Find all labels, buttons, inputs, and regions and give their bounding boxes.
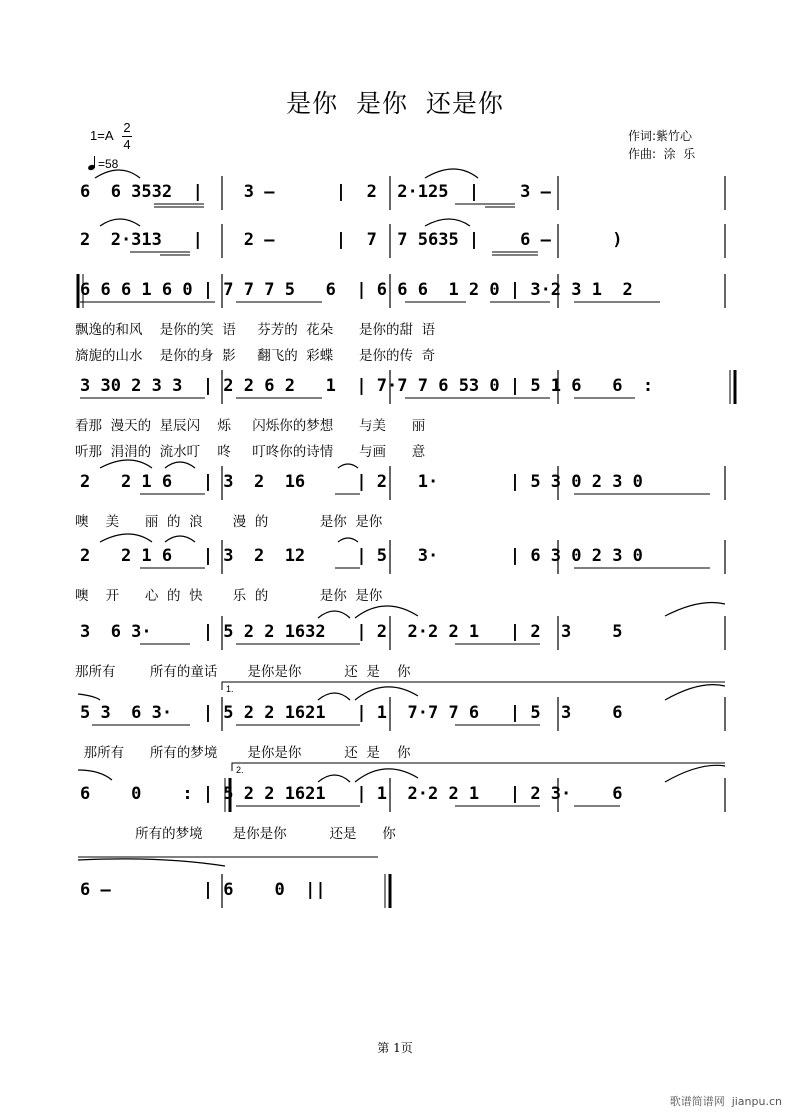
lyrics-line-9: 所有的梦境 是你是你 还是 你 [75,826,396,842]
time-signature-bottom: 4 [123,137,131,152]
system-1-notes: 6 6 3532 | 3 – | 2 2·125 | 3 – [80,182,551,202]
lyrics-line-2: 旖旎的山水 是你的身 影 翻飞的 彩蝶 是你的传 奇 [75,348,436,364]
system-10-notes: 6 – | 6 0 || [80,880,326,900]
slurs [78,169,725,866]
lyrics-line-8: 那所有 所有的梦境 是你是你 还 是 你 [75,745,411,761]
system-2-notes: 2 2·313 | 2 – | 7 7 5635 | 6 – ) [80,230,623,250]
lyricist: 作词:紫竹心 [628,129,693,143]
system-5-notes: 2 2 1 6 | 3 2 16 | 2 1· | 5 3 0 2 3 0 [80,472,643,492]
volta-2-label: 2. [236,765,244,775]
lyrics-line-4: 听那 涓涓的 流水叮 咚 叮咚你的诗情 与画 意 [75,444,426,460]
lyrics-line-3: 看那 漫天的 星辰闪 烁 闪烁你的梦想 与美 丽 [75,418,426,434]
page-number: 第 1页 [377,1041,413,1055]
system-8-notes: 5 3 6 3· | 5 2 2 1621 | 1 7·7 7 6 | 5 3 6 [80,703,623,723]
system-9-notes: 6 0 : | 5 2 2 1621 | 1 2·2 2 1 | 2 3· 6 [80,784,623,804]
lyrics-line-7: 那所有 所有的童话 是你是你 还 是 你 [75,664,411,680]
key-signature: 1=A [90,128,114,143]
lyrics-line-6: 噢 开 心 的 快 乐 的 是你 是你 [75,588,383,604]
lyrics-line-1: 飘逸的和风 是你的笑 语 芬芳的 花朵 是你的甜 语 [75,322,436,338]
time-signature-top: 2 [123,120,131,135]
system-6-notes: 2 2 1 6 | 3 2 12 | 5 3· | 6 3 0 2 3 0 [80,546,643,566]
composer: 作曲: 涂 乐 [628,147,696,161]
tempo-value: =58 [98,157,119,171]
volta-brackets [78,682,725,857]
lyrics-line-5: 噢 美 丽 的 浪 漫 的 是你 是你 [75,514,383,530]
site-watermark: 歌谱简谱网 jianpu.cn [669,1095,782,1108]
system-4-notes: 3 30 2 3 3 | 2 2 6 2 1 | 7·7 7 6 53 0 | 5 1 6 6 : [80,376,654,396]
system-7-notes: 3 6 3· | 5 2 2 1632 | 2 2·2 2 1 | 2 3 5 [80,622,623,642]
system-3-notes: 6 6 6 1 6 0 | 7 7 7 5 6 | 6 6 6 1 2 0 | 3·2 3 1 2 [80,280,633,300]
underlines [80,204,710,806]
repeat-signs [78,274,735,908]
volta-1-label: 1. [226,684,234,694]
bar-lines [222,176,725,908]
song-title: 是你 是你 还是你 [286,89,504,118]
